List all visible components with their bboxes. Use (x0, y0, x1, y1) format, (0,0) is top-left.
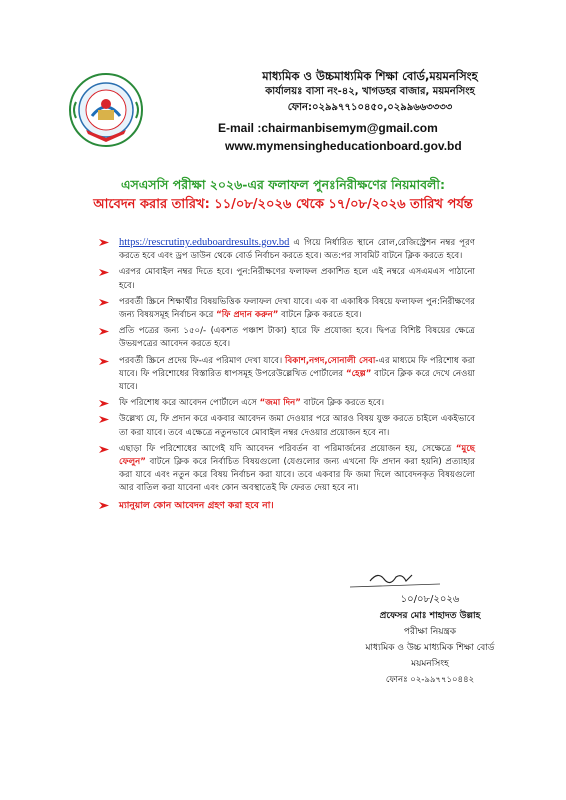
list-item-text: উল্লেখ্য যে, ফি প্রদান করে একবার আবেদন জমা দেওয়ার পরে আরও বিষয় যুক্ত করতে চাইলে একইভাবে তা করা যাবে। তবে এক্ষেত্রে নতুনভাবে মোবাইল নম্বর দেওয়ার প্রয়োজন হবে না। (119, 414, 475, 438)
arrow-bullet-icon (97, 443, 111, 456)
list-item-text: এ গিয়ে নির্ধারিত স্থানে রোল,রেজিস্ট্রেশন নম্বর পূরণ করতে হবে এবং ড্রপ ডাউন থেকে বোর্ড নির্বাচন করতে হবে। অত:পর সাবমিট বাটনে ক্লিক করতে হবে। (119, 238, 475, 262)
submit-highlight: “জমা দিন” (259, 398, 301, 409)
signatory-designation: পরীক্ষা নিয়ন্ত্রক (403, 627, 457, 637)
arrow-bullet-icon (97, 296, 111, 309)
signatory-board: মাধ্যমিক ও উচ্চ মাধ্যমিক শিক্ষা বোর্ড (365, 643, 495, 653)
list-item (95, 266, 475, 292)
list-item (95, 355, 475, 395)
list-item (95, 325, 475, 351)
signatory-phone: ফোনঃ ০২-৯৯৭৭১০৪৪২ (385, 675, 475, 685)
list-item-text: পরবর্তী স্ক্রিনে শিক্ষার্থীর বিষয়ভিত্তিক ফলাফল দেখা যাবে। এক বা একাধিক বিষয়ে ফলাফল পুন:নিরীক্ষণের জন্য বিষয়সমূহ নির্বাচন করে (119, 296, 475, 321)
board-seal-logo (68, 72, 144, 148)
list-item-text: বাটনে ক্লিক করতে হবে। (278, 310, 362, 321)
arrow-bullet-icon (97, 413, 111, 426)
application-dates: আবেদন করার তারিখ: ১১/০৮/২০২৬ থেকে ১৭/০৮/২০২৬ তারিখ পর্যন্ত (93, 197, 473, 212)
list-item-text: বাটনে ক্লিক করে নির্বাচিত বিষয়গুলো (যেগুলোর জন্য এখনো ফি প্রদান করা হয়নি) প্রত্যাহার করা যাবে এবং নতুন করে বিষয় নির্বাচন করা যাবে। তবে একবার ফি জমা দিলে আবেদনকৃত বিষয়গুলো আর বাতিল করা যাবেনা এবং কোন অবস্থাতেই ফি ফেরত দেয়া হবে না। (119, 457, 475, 494)
list-item (95, 499, 475, 512)
board-name: মাধ্যমিক ও উচ্চমাধ্যমিক শিক্ষা বোর্ড,ময়মনসিংহ (262, 69, 478, 83)
signature-block (330, 592, 530, 688)
list-item-text: পরবর্তী স্ক্রিনে প্রদেয় ফি-এর পরিমাণ দেখা যাবে। (119, 355, 286, 366)
list-item (95, 296, 475, 322)
list-item-text: ফি পরিশোধ করে আবেদন পোর্টালে এসে (119, 398, 260, 409)
board-header (190, 68, 550, 116)
manual-warning: ম্যানুয়াল কোন আবেদন গ্রহণ করা হবে না। (119, 499, 274, 511)
arrow-bullet-icon (97, 266, 111, 279)
office-address: কার্যালয়ঃ বাসা নং-৪২, খাগডহর বাজার, ময়মনসিংহ (265, 86, 475, 97)
list-item (95, 413, 475, 439)
list-item (95, 443, 475, 496)
list-item (95, 397, 475, 410)
list-item-text: প্রতি পত্রের জন্য ১৫০/- (একশত পঞ্চাশ টাকা) হারে ফি প্রযোজ্য হবে। দ্বিপত্র বিশিষ্ট বিষয়ের ক্ষেত্রে উভয়পত্রের আবেদন করতে হবে। (119, 326, 475, 350)
signatory-city: ময়মনসিংহ (411, 659, 449, 669)
list-item-text: বাটনে ক্লিক করতে হবে। (300, 398, 385, 409)
arrow-bullet-icon (97, 499, 111, 512)
handwritten-signature (340, 565, 450, 591)
email-address: E-mail :chairmanbisemym@gmail.com (218, 121, 438, 135)
arrow-bullet-icon (97, 355, 111, 368)
list-item (95, 236, 475, 263)
help-highlight: “হেল্প” (345, 368, 372, 379)
phone-numbers: ফোন:০২৯৯৭৭১০৪৫০,০২৯৯৬৬৩৩৩৩ (287, 102, 453, 113)
payment-methods-highlight: বিকাশ,নগদ,সোনালী সেবা (285, 355, 376, 366)
signature-date: ১০/০৮/২০২৬ (400, 594, 460, 605)
list-item-text: এছাড়া ফি পরিশোধের আগেই যদি আবেদন পরিবর্তন বা পরিমার্জনের প্রয়োজন হয়, সেক্ষেত্রে (119, 443, 456, 454)
list-item-text: এরপর মোবাইল নম্বর দিতে হবে। পুন:নিরীক্ষণের ফলাফল প্রকাশিত হলে এই নম্বরে এসএমএস পাঠানো হবে। (119, 267, 475, 291)
pay-fee-highlight: “ফি প্রদান করুন” (216, 310, 279, 321)
arrow-bullet-icon (97, 236, 111, 249)
website: www.mymensingheducationboard.gov.bd (225, 139, 462, 153)
list-item-text: -এর মাধ্যমে ফি পরিশোধ করা যাবে। ফি পরিশোধের বিস্তারিত ধাপসমূহ উপরেউল্লেখিত পোর্টালের (119, 355, 475, 379)
list-item-text: বাটনে ক্লিক করে দেখে নেওয়া যাবে। (119, 368, 475, 393)
rules-list (95, 236, 475, 515)
arrow-bullet-icon (97, 325, 111, 338)
signatory-name: প্রফেসর মোঃ শাহাদত উল্লাহ (379, 611, 481, 621)
arrow-bullet-icon (97, 397, 111, 410)
notice-title: এসএসসি পরীক্ষা ২০২৬-এর ফলাফল পুনঃনিরীক্ষণের নিয়মাবলী: (121, 177, 445, 192)
delete-highlight: “মুছে ফেলুন” (119, 443, 475, 468)
rescrutiny-link[interactable]: https://rescrutiny.eduboardresults.gov.bd (119, 237, 290, 248)
